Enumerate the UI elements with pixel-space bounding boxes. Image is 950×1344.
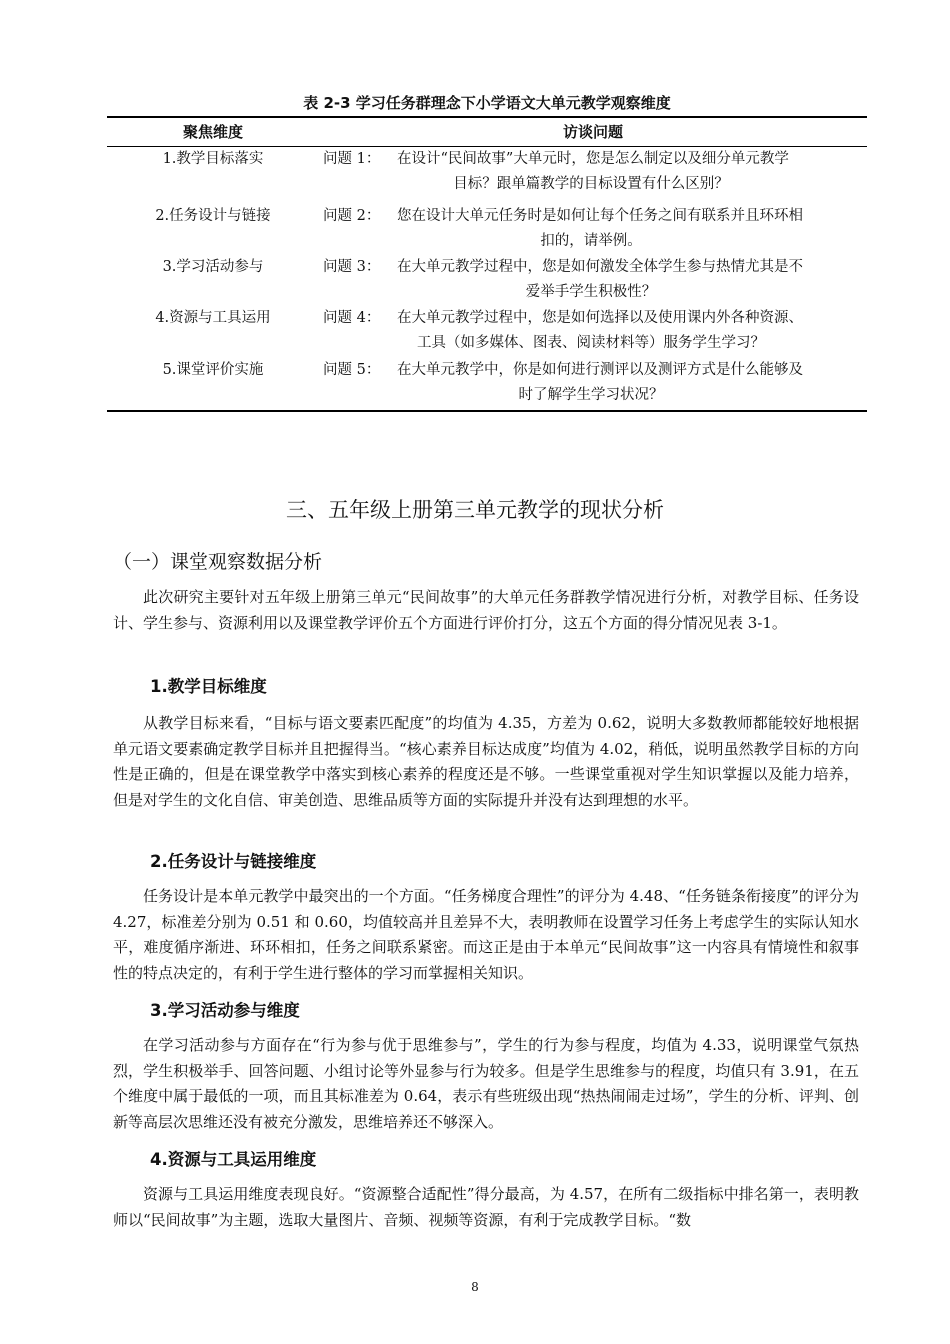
- paragraph-task-design: 任务设计是本单元教学中最突出的一个方面。“任务梯度合理性”的评分为 4.48、“任务链条衔接度”的评分为 4.27，标准差分别为 0.51 和 0.60，均值较高并且差异不大，表明教师在设置学习任务上考虑学生的实际认知水平，难度循序渐进、环环相扣，任务之间联系紧密。而这正是由于本单元“民间故事”这一内容具有情境性和叙事性的特点决定的，有利于学生进行整体的学习而掌握相关知识。: [113, 887, 859, 982]
- page-number: 8: [471, 1280, 479, 1294]
- question-text: 在设计“民间故事”大单元时，您是怎么制定以及细分单元教学: [397, 151, 789, 167]
- table-row: [107, 306, 867, 358]
- question-label: 问题 4：: [323, 310, 381, 326]
- table-row: [107, 147, 867, 205]
- question-cell: [319, 255, 867, 306]
- paragraph-resources-tools: 资源与工具运用维度表现良好。“资源整合适配性”得分最高，为 4.57，在所有二级指标中排名第一，表明教师以“民间故事”为主题，选取大量图片、音频、视频等资源，有利于完成教学目标。“数: [113, 1185, 859, 1229]
- dimension-cell: 2.任务设计与链接: [155, 208, 271, 224]
- dimension-cell: 3.学习活动参与: [162, 259, 264, 275]
- question-text-continued: 扣的，请举例。: [540, 233, 642, 249]
- heading-task-design: 2.任务设计与链接维度: [150, 852, 317, 871]
- dimension-cell: 4.资源与工具运用: [155, 310, 271, 326]
- question-text: 在大单元教学中，你是如何进行测评以及测评方式是什么能够及: [397, 362, 803, 378]
- subsection-title: （一）课堂观察数据分析: [113, 551, 323, 573]
- question-label: 问题 2：: [323, 208, 381, 224]
- dimension-cell: 1.教学目标落实: [162, 151, 264, 167]
- table-header-row: [107, 117, 867, 147]
- question-text: 您在设计大单元任务时是如何让每个任务之间有联系并且环环相: [397, 208, 803, 224]
- question-cell: [319, 147, 867, 205]
- observation-table: [107, 116, 867, 412]
- table-row: [107, 358, 867, 411]
- question-text: 在大单元教学过程中，您是如何激发全体学生参与热情尤其是不: [397, 259, 803, 275]
- question-text-continued: 工具（如多媒体、图表、阅读材料等）服务学生学习？: [417, 335, 765, 351]
- paragraph-activity-participation: 在学习活动参与方面存在“行为参与优于思维参与”，学生的行为参与程度，均值为 4.33，说明课堂气氛热烈，学生积极举手、回答问题、小组讨论等外显参与行为较多。但是学生思维参与的程度，均值只有 3.91，在五个维度中属于最低的一项，而且其标准差为 0.64，表示有些班级出现“热热闹闹走过场”，学生的分析、评判、创新等高层次思维还没有被充分激发，思维培养还不够深入。: [113, 1036, 859, 1131]
- dimension-cell: 5.课堂评价实施: [107, 358, 319, 411]
- question-cell: [319, 204, 867, 255]
- intro-paragraph: 此次研究主要针对五年级上册第三单元“民间故事”的大单元任务群教学情况进行分析，对教学目标、任务设计、学生参与、资源利用以及课堂教学评价五个方面进行评价打分，这五个方面的得分情况见表 3-1。: [113, 588, 859, 632]
- question-label: 问题 1：: [323, 151, 381, 167]
- question-cell: [319, 358, 867, 411]
- question-label: 问题 5：: [323, 362, 381, 378]
- column-header-question: 访谈问题: [319, 117, 867, 147]
- paragraph-teaching-goals: 从教学目标来看，“目标与语文要素匹配度”的均值为 4.35，方差为 0.62，说明大多数教师都能较好地根据单元语文要素确定教学目标并且把握得当。“核心素养目标达成度”均值为 4.02，稍低，说明虽然教学目标的方向性是正确的，但是在课堂教学中落实到核心素养的程度还是不够。一些课堂重视对学生知识掌握以及能力培养，但是对学生的文化自信、审美创造、思维品质等方面的实际提升并没有达到理想的水平。: [113, 714, 859, 809]
- table-caption: 表 2-3 学习任务群理念下小学语文大单元教学观察维度: [303, 94, 671, 112]
- heading-teaching-goals: 1.教学目标维度: [150, 677, 267, 696]
- heading-activity-participation: 3.学习活动参与维度: [150, 1001, 300, 1020]
- question-label: 问题 3：: [323, 259, 381, 275]
- question-text-continued: 时了解学生学习状况？: [518, 387, 664, 403]
- question-cell: [319, 306, 867, 358]
- question-text-continued: 目标？跟单篇教学的目标设置有什么区别？: [453, 176, 729, 192]
- heading-resources-tools: 4.资源与工具运用维度: [150, 1150, 317, 1169]
- table-row: [107, 204, 867, 255]
- question-text: 在大单元教学过程中，您是如何选择以及使用课内外各种资源、: [397, 310, 803, 326]
- table-row: [107, 255, 867, 306]
- section-title: 三、五年级上册第三单元教学的现状分析: [286, 498, 664, 522]
- column-header-dimension: 聚焦维度: [107, 117, 319, 147]
- question-text-continued: 爱举手学生积极性？: [525, 284, 657, 300]
